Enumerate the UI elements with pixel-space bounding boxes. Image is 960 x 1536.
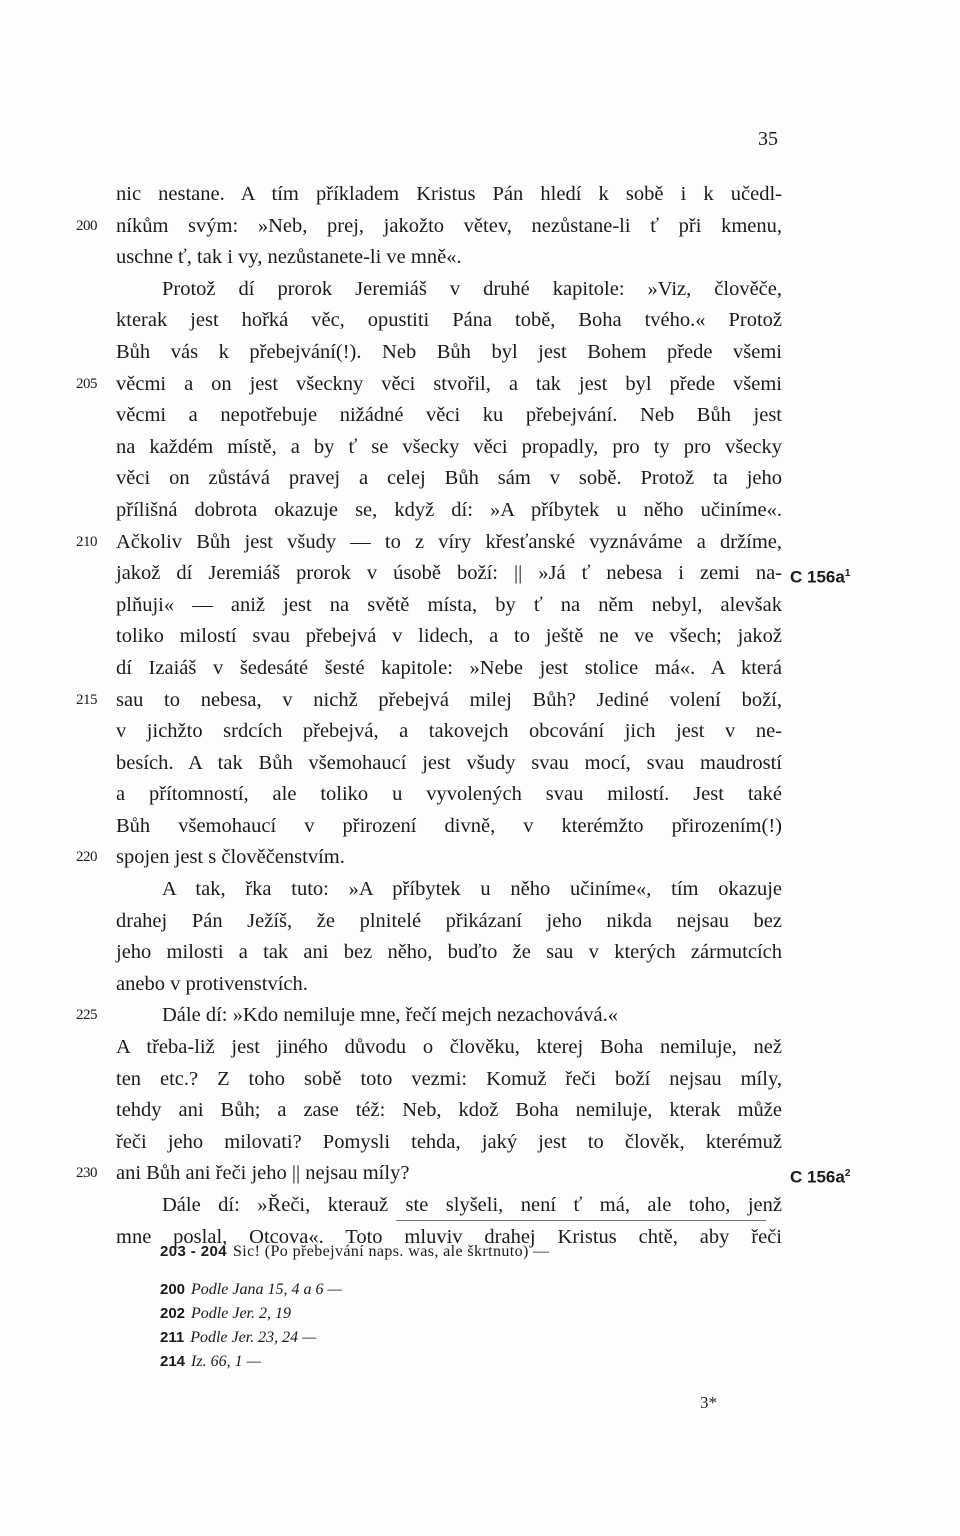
line-number: 210 <box>76 533 97 550</box>
footnote-ref: 202 <box>160 1305 186 1322</box>
text-line <box>116 432 782 464</box>
text-line <box>76 685 782 717</box>
text-line <box>76 211 782 243</box>
text-line <box>76 1158 851 1190</box>
line-text: nic nestane. A tím příkladem Kristus Pán hledí k sobě i k učedl- <box>116 183 782 205</box>
line-text: v jichžto srdcích přebejvá, a takovejch obcování jich jest v ne- <box>116 720 782 743</box>
line-text: A třeba-liž jest jiného důvodu o člověku, kterej Boha nemiluje, než <box>116 1036 782 1059</box>
text-line <box>76 1000 782 1032</box>
line-number: 230 <box>76 1165 97 1182</box>
text-line <box>116 874 782 906</box>
line-number: 215 <box>76 691 97 708</box>
folio-reference <box>790 1158 850 1193</box>
line-text: spojen jest s člověčenstvím. <box>116 846 345 869</box>
folio-label: C 156a <box>790 567 845 587</box>
line-text: dí Izaiáš v šedesáté šesté kapitole: »Nebe jest stolice má«. A která <box>116 656 782 679</box>
footnote-text: Iz. 66, 1 — <box>191 1353 261 1370</box>
text-line <box>116 906 782 938</box>
text-line <box>116 1095 782 1127</box>
line-text: na každém místě, a by ť se všecky věci propadly, pro ty pro všecky <box>116 435 782 458</box>
line-text: drahej Pán Ježíš, že plnitelé přikázaní jeho nikda nejsau bez <box>116 909 782 932</box>
footnote-ref: 203 - 204 <box>160 1243 227 1260</box>
footnote-ref: 211 <box>160 1329 185 1346</box>
text-line <box>116 716 782 748</box>
line-text: kterak jest hořká věc, opustiti Pána tobě, Boha tvého.« Protož <box>116 309 782 332</box>
line-number: 205 <box>76 375 97 392</box>
text-line <box>116 969 782 1001</box>
line-text: besích. A tak Bůh všemohaucí jest všudy svau mocí, svau maudrostí <box>116 751 782 774</box>
sheet-signature: 3* <box>700 1393 717 1412</box>
footnotes <box>160 1240 780 1374</box>
line-number: 200 <box>76 217 97 234</box>
folio-superscript: 1 <box>844 568 851 580</box>
folio-superscript: 2 <box>844 1168 851 1180</box>
footnote-text: Podle Jer. 23, 24 — <box>190 1329 317 1346</box>
line-text: přílišná dobrota okazuje se, když dí: »A příbytek u něho učiníme«. <box>116 498 782 521</box>
footnote <box>160 1240 780 1264</box>
line-text: uschne ť, tak i vy, nezůstanete-li ve mně«. <box>116 246 462 269</box>
footnote-text: Podle Jer. 2, 19 <box>191 1305 292 1322</box>
text-line <box>116 779 782 811</box>
text-line <box>76 527 782 559</box>
line-text: mne poslal, Otcova«. Toto mluviv drahej Kristus chtě, aby řeči <box>116 1225 782 1248</box>
footnote-text: Podle Jana 15, 4 a 6 — <box>191 1281 342 1298</box>
text-line <box>116 1032 782 1064</box>
footnote-ref: 214 <box>160 1353 186 1370</box>
line-text: věci on zůstává pravej a celej Bůh sám v sobě. Protož ta jeho <box>116 467 782 490</box>
text-line <box>76 842 782 874</box>
line-text: A tak, řka tuto: »A příbytek u něho učiníme«, tím okazuje <box>162 878 782 901</box>
line-text: níkům svým: »Neb, prej, jakožto větev, nezůstane-li ť při kmenu, <box>116 214 782 237</box>
footnote-divider <box>396 1220 766 1221</box>
text-line <box>116 337 782 369</box>
text-line <box>116 242 782 274</box>
text-line <box>116 811 782 843</box>
text-line <box>116 1064 782 1096</box>
text-line <box>116 400 782 432</box>
footnote-ref: 200 <box>160 1281 186 1298</box>
line-text: Bůh všemohaucí v přirození divně, v kterémžto přirozením(!) <box>116 814 782 837</box>
line-text: tehdy ani Bůh; a zase též: Neb, kdož Boha nemiluje, kterak může <box>116 1099 782 1122</box>
line-text: Bůh vás k přebejvání(!). Neb Bůh byl jest Bohem přede všemi <box>116 340 782 363</box>
text-line <box>116 621 782 653</box>
line-text: ani Bůh ani řeči jeho || nejsau míly? <box>116 1162 410 1185</box>
line-text: plňuji« — aniž jest na světě místa, by ť na něm nebyl, alevšak <box>116 593 782 616</box>
footnote <box>160 1278 780 1302</box>
footnote <box>160 1350 780 1374</box>
line-text: ten etc.? Z toho sobě toto vezmi: Komuž řeči boží nejsau míly, <box>116 1067 782 1090</box>
line-text: věcmi a nepotřebuje nižádné věci ku přebejvání. Neb Bůh jest <box>116 404 782 427</box>
line-number: 220 <box>76 849 97 866</box>
text-line <box>116 558 851 590</box>
footnote-text: Sic! (Po přebejvání naps. was, ale škrtnuto) — <box>232 1243 550 1260</box>
text-line <box>116 495 782 527</box>
footnote <box>160 1302 780 1326</box>
page-number: 35 <box>758 128 778 150</box>
text-line <box>116 274 782 306</box>
text-line <box>116 653 782 685</box>
line-text: jakož dí Jeremiáš prorok v úsobě boží: || »Já ť nebesa i zemi na- <box>116 562 782 585</box>
line-text: sau to nebesa, v nichž přebejvá milej Bůh? Jediné volení boží, <box>116 688 782 711</box>
text-line <box>116 305 782 337</box>
line-text: řeči jeho milovati? Pomysli tehda, jaký jest to člověk, kterémuž <box>116 1130 782 1153</box>
text-line <box>116 937 782 969</box>
text-line <box>116 179 782 211</box>
text-line <box>116 1190 782 1222</box>
line-text: Dále dí: »Řeči, kterauž ste slyšeli, není ť má, ale toho, jenž <box>162 1194 782 1216</box>
text-line <box>116 748 782 780</box>
text-line <box>116 1127 782 1159</box>
text-line <box>116 590 782 622</box>
line-text: a přítomností, ale toliko u vyvolených svau milostí. Jest také <box>116 783 782 806</box>
footnote <box>160 1326 780 1350</box>
text-line <box>116 463 782 495</box>
main-text <box>76 179 851 1253</box>
line-number: 225 <box>76 1007 97 1024</box>
line-text: věcmi a on jest všeckny věci stvořil, a tak jest byl přede všemi <box>116 372 782 395</box>
folio-reference <box>790 558 850 593</box>
line-text: anebo v protivenstvích. <box>116 972 308 995</box>
line-text: Ačkoliv Bůh jest všudy — to z víry křesťanské vyznáváme a držíme, <box>116 530 782 553</box>
line-text: toliko milostí svau přebejvá v lidech, a to ještě ne ve všech; jakož <box>116 625 782 648</box>
line-text: jeho milosti a tak ani bez něho, buďto že sau v kterých zármutcích <box>116 941 782 964</box>
line-text: Dále dí: »Kdo nemiluje mne, řečí mejch nezachovává.« <box>162 1004 618 1027</box>
text-line <box>76 369 782 401</box>
line-text: Protož dí prorok Jeremiáš v druhé kapitole: »Viz, člověče, <box>162 277 782 300</box>
folio-label: C 156a <box>790 1168 845 1188</box>
